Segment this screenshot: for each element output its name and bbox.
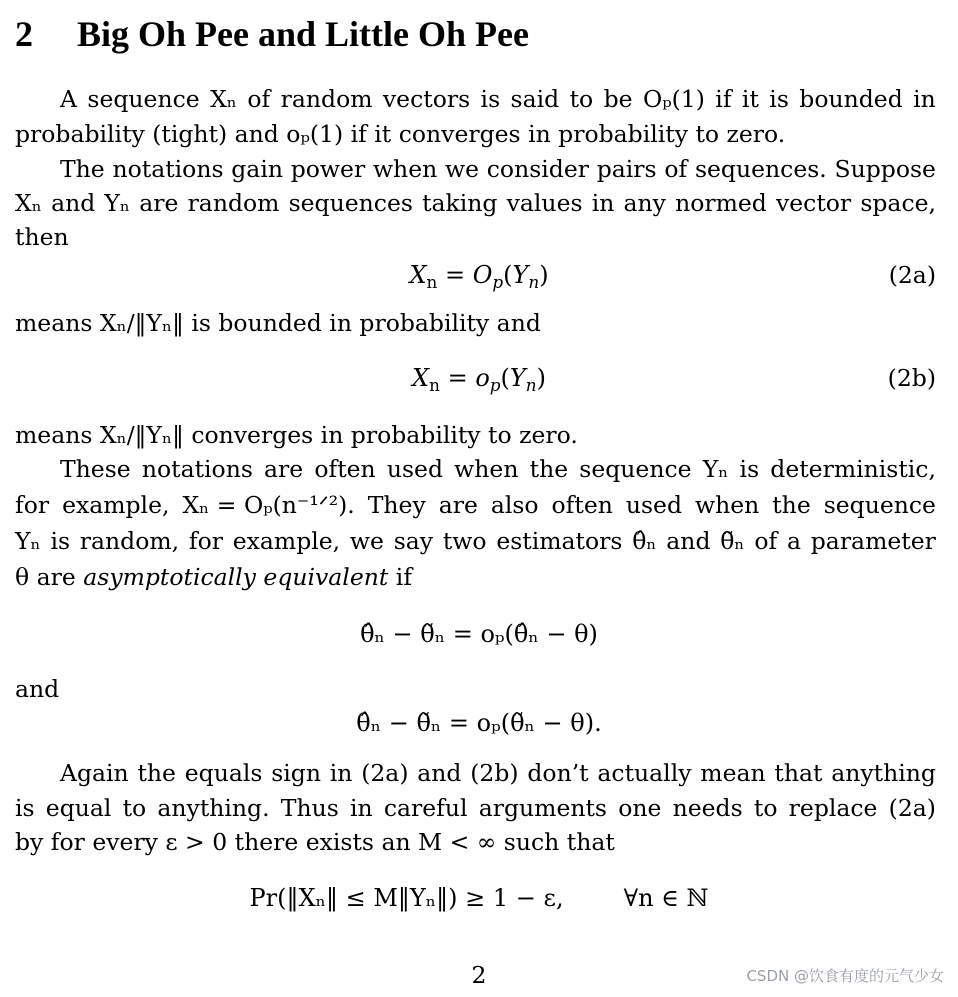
word: we — [444, 155, 480, 183]
word: deterministic, — [770, 455, 936, 483]
word: in — [591, 189, 615, 217]
word: sequence — [87, 85, 200, 113]
word: example, — [62, 491, 170, 519]
word: of — [754, 527, 778, 555]
word: careful — [383, 794, 468, 822]
word: Xₙ — [15, 189, 42, 217]
word: consider — [486, 155, 589, 183]
word: Xₙ = Oₚ(n⁻¹ᐟ²). — [182, 491, 355, 519]
word: vectors — [382, 85, 471, 113]
word: anything. — [157, 794, 270, 822]
word: random — [187, 189, 280, 217]
word: often — [551, 491, 613, 519]
word: to — [753, 794, 778, 822]
word: power — [290, 155, 366, 183]
paragraph-3-line-4: θ are asymptotically equivalent if — [15, 563, 413, 591]
section-number: 2 — [15, 14, 33, 54]
word: the — [137, 759, 176, 787]
word: don’t — [527, 759, 589, 787]
paragraph-4-line-1 — [60, 756, 936, 790]
equation-2a-label: (2a) — [888, 261, 936, 289]
word: one — [618, 794, 662, 822]
word: when — [454, 455, 519, 483]
word: we — [349, 527, 384, 555]
word: space, — [860, 189, 936, 217]
equation-2a: $X_n = O_p(Y_n)$ — [409, 261, 549, 293]
equation-asymptotic-hat: θ̂ₙ − θ̃ₙ = oₚ(θ̂ₙ − θ) — [360, 620, 598, 648]
paragraph-2-line-1 — [60, 152, 936, 186]
word: sign — [271, 759, 321, 787]
csdn-watermark: CSDN @饮食有度的元气少女 — [746, 967, 944, 985]
word: vector — [776, 189, 852, 217]
word: are — [264, 455, 304, 483]
word: values — [506, 189, 583, 217]
word: the — [772, 491, 811, 519]
word: and — [417, 759, 462, 787]
word: actually — [597, 759, 692, 787]
word: θ̃ₙ — [720, 527, 745, 555]
word: replace — [788, 794, 878, 822]
word: often — [314, 455, 376, 483]
word: are — [438, 491, 478, 519]
word: it — [741, 85, 759, 113]
paragraph-4-line-3: by for every ε > 0 there exists an M < ∞ such that — [15, 828, 615, 856]
word: θ̂ₙ — [632, 527, 657, 555]
section-title: Big Oh Pee and Little Oh Pee — [77, 14, 529, 54]
word: a — [786, 527, 801, 555]
word: sequences — [288, 189, 413, 217]
emphasis-asymptotically-equivalent: asymptotically equivalent — [83, 563, 389, 591]
paragraph-4-line-2 — [15, 791, 936, 825]
word: the — [529, 455, 569, 483]
word: taking — [422, 189, 498, 217]
word: also — [490, 491, 539, 519]
word: for — [15, 491, 50, 519]
word: The — [60, 155, 105, 183]
word: two — [442, 527, 487, 555]
connector-and: and — [15, 675, 60, 703]
word: sequences. — [694, 155, 827, 183]
word: to — [122, 794, 147, 822]
word: equals — [184, 759, 263, 787]
text-after-2b: means Xₙ/‖Yₙ‖ converges in probability to zero. — [15, 421, 578, 449]
word: say — [393, 527, 434, 555]
paragraph-2-line-3: then — [15, 223, 69, 251]
equation-2b: $X_n = o_p(Y_n)$ — [412, 364, 546, 396]
word: notations — [112, 155, 224, 183]
word: when — [372, 155, 438, 183]
word: and — [51, 189, 96, 217]
word: any — [623, 189, 666, 217]
word: in — [350, 794, 373, 822]
equation-probability-main: Pr(‖Xₙ‖ ≤ M‖Yₙ‖) ≥ 1 − ε, — [249, 884, 564, 912]
word: equal — [45, 794, 112, 822]
word: anything — [831, 759, 936, 787]
word: be — [603, 85, 633, 113]
paragraph-1-line-2: probability (tight) and oₚ(1) if it converges in probability to zero. — [15, 120, 786, 148]
paragraph-2-line-2 — [15, 186, 936, 220]
word: random, — [79, 527, 180, 555]
word: Xₙ — [210, 85, 237, 113]
page-number: 2 — [471, 961, 487, 989]
word: arguments — [478, 794, 607, 822]
word: A — [60, 85, 77, 113]
section-heading — [15, 12, 529, 56]
word: said — [510, 85, 560, 113]
paragraph-3-line-2 — [15, 488, 936, 522]
word: for — [188, 527, 223, 555]
paragraph-1-line-1 — [60, 82, 936, 116]
word: sequence — [579, 455, 692, 483]
word: is — [15, 794, 35, 822]
word: is — [50, 527, 71, 555]
word: is — [769, 85, 789, 113]
word: Yₙ — [702, 455, 729, 483]
word: bounded — [799, 85, 903, 113]
word: Yₙ — [104, 189, 131, 217]
word: notations — [141, 455, 253, 483]
word: is — [480, 85, 501, 113]
word: parameter — [810, 527, 936, 555]
word: (2a) — [361, 759, 409, 787]
word: They — [367, 491, 426, 519]
word: in — [329, 759, 353, 787]
equation-probability-bound — [0, 878, 958, 918]
word: that — [774, 759, 823, 787]
word: normed — [675, 189, 767, 217]
word: These — [60, 455, 131, 483]
word: of — [247, 85, 271, 113]
word: of — [664, 155, 688, 183]
word: Again — [60, 759, 129, 787]
word: random — [280, 85, 373, 113]
word: example, — [232, 527, 341, 555]
equation-asymptotic-tilde: θ̂ₙ − θ̃ₙ = oₚ(θ̃ₙ − θ). — [356, 709, 602, 737]
word: needs — [672, 794, 743, 822]
word: Yₙ — [15, 527, 41, 555]
word: if — [715, 85, 732, 113]
word: Suppose — [834, 155, 936, 183]
word: Thus — [280, 794, 339, 822]
word: pairs — [596, 155, 657, 183]
word: are — [139, 189, 179, 217]
word: (2b) — [470, 759, 519, 787]
paragraph-3-line-1 — [60, 452, 936, 486]
word: (2a) — [888, 794, 936, 822]
equation-2b-label: (2b) — [887, 364, 936, 392]
word: Oₚ(1) — [642, 85, 705, 113]
word: mean — [700, 759, 766, 787]
word: estimators — [496, 527, 623, 555]
word: to — [569, 85, 594, 113]
word: used — [625, 491, 682, 519]
word: when — [694, 491, 760, 519]
text-after-2a: means Xₙ/‖Yₙ‖ is bounded in probability and — [15, 309, 541, 337]
word: gain — [231, 155, 283, 183]
paragraph-3-line-3 — [15, 524, 936, 558]
word: sequence — [823, 491, 936, 519]
word: and — [666, 527, 711, 555]
word: used — [386, 455, 444, 483]
word: is — [739, 455, 760, 483]
equation-quantifier: ∀n ∈ ℕ — [623, 884, 709, 912]
word: in — [913, 85, 936, 113]
